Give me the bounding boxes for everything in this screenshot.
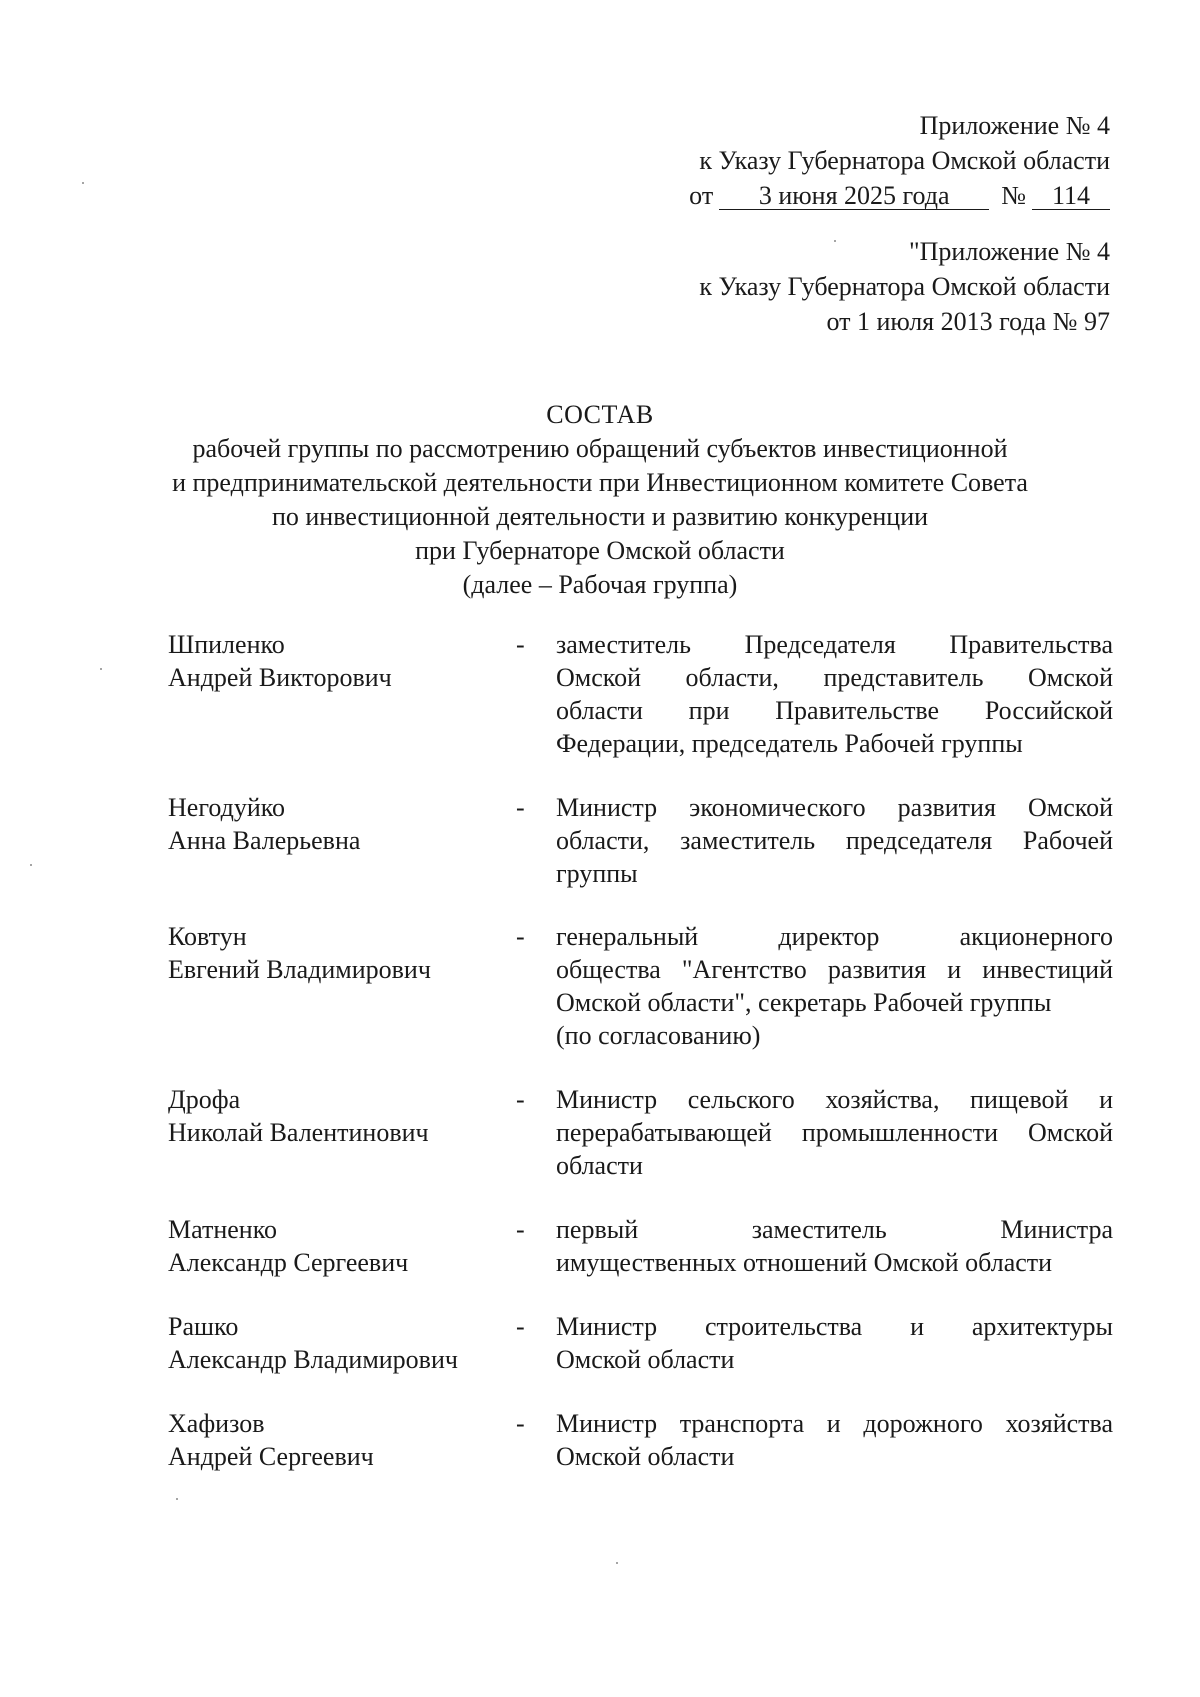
title-line: по инвестиционной деятельности и развитию конкуренции: [271, 502, 929, 531]
number-sign: №: [1001, 181, 1026, 210]
role-line: перерабатывающей промышленности Омской: [556, 1118, 1113, 1147]
member-role: [556, 1407, 1113, 1473]
member-given-name: Анна Валерьевна: [168, 826, 361, 855]
heading: СОСТАВ: [546, 400, 654, 429]
dash-separator: -: [516, 1085, 525, 1114]
member-surname: Ковтун: [168, 922, 247, 951]
dash-separator: -: [516, 1409, 525, 1438]
appendix-header: [590, 108, 1110, 213]
role-line: общества "Агентство развития и инвестиций: [556, 955, 1113, 984]
role-line: Омской области", секретарь Рабочей группы: [556, 988, 1052, 1017]
member-role: [556, 1083, 1113, 1182]
role-line: Министр экономического развития Омской: [556, 793, 1113, 822]
role-line: области: [556, 1151, 643, 1180]
member-surname: Шпиленко: [168, 630, 285, 659]
title-line: рабочей группы по рассмотрению обращений субъектов инвестиционной: [192, 434, 1008, 463]
dash-separator: -: [516, 793, 525, 822]
dash-separator: -: [516, 1215, 525, 1244]
member-name: [168, 628, 498, 694]
original-decree-date: от 1 июля 2013 года № 97: [826, 307, 1110, 336]
role-line: Федерации, председатель Рабочей группы: [556, 729, 1023, 758]
decree-number-field: 114: [1032, 183, 1110, 210]
scan-speck: [616, 1562, 618, 1564]
member-role: [556, 1213, 1113, 1279]
dash-separator: -: [516, 1312, 525, 1341]
role-line: группы: [556, 859, 638, 888]
role-line: Омской области, представитель Омской: [556, 663, 1113, 692]
member-given-name: Николай Валентинович: [168, 1118, 429, 1147]
member-given-name: Александр Сергеевич: [168, 1248, 409, 1277]
appendix-title: Приложение № 4: [919, 111, 1110, 140]
member-name: [168, 1213, 498, 1279]
appendix-decree-ref: к Указу Губернатора Омской области: [699, 146, 1110, 175]
role-line: генеральный директор акционерного: [556, 922, 1113, 951]
original-appendix-title: "Приложение № 4: [909, 237, 1110, 266]
role-line: (по согласованию): [556, 1021, 761, 1050]
role-line: имущественных отношений Омской области: [556, 1248, 1053, 1277]
member-role: [556, 1310, 1113, 1376]
role-line: Министр строительства и архитектуры: [556, 1312, 1113, 1341]
member-surname: Рашко: [168, 1312, 239, 1341]
member-name: [168, 1083, 498, 1149]
member-surname: Хафизов: [168, 1409, 265, 1438]
member-surname: Негодуйко: [168, 793, 286, 822]
title-line: и предпринимательской деятельности при Инвестиционном комитете Совета: [172, 468, 1028, 497]
member-name: [168, 791, 498, 857]
dash-separator: -: [516, 630, 525, 659]
member-name: [168, 1310, 498, 1376]
role-line: Министр сельского хозяйства, пищевой и: [556, 1085, 1113, 1114]
scan-speck: [176, 1498, 178, 1500]
role-line: первый заместитель Министра: [556, 1215, 1113, 1244]
decree-date-field: 3 июня 2025 года: [719, 183, 989, 210]
scan-speck: [30, 864, 32, 866]
role-line: Омской области: [556, 1442, 735, 1471]
member-given-name: Евгений Владимирович: [168, 955, 431, 984]
role-line: области, заместитель председателя Рабочей: [556, 826, 1113, 855]
role-line: Омской области: [556, 1345, 735, 1374]
member-name: [168, 1407, 498, 1473]
member-name: [168, 920, 498, 986]
member-given-name: Андрей Викторович: [168, 663, 392, 692]
role-line: заместитель Председателя Правительства: [556, 630, 1113, 659]
scan-speck: [82, 182, 84, 184]
appendix-decree-date-line: [590, 178, 1110, 213]
member-role: [556, 791, 1113, 890]
original-decree-ref: к Указу Губернатора Омской области: [699, 272, 1110, 301]
role-line: Министр транспорта и дорожного хозяйства: [556, 1409, 1113, 1438]
member-given-name: Андрей Сергеевич: [168, 1442, 374, 1471]
from-word: от: [689, 181, 714, 210]
title-line: при Губернаторе Омской области: [415, 536, 785, 565]
document-title: [0, 398, 1200, 602]
dash-separator: -: [516, 922, 525, 951]
scan-speck: [834, 240, 836, 242]
role-line: области при Правительстве Российской: [556, 696, 1113, 725]
member-surname: Матненко: [168, 1215, 278, 1244]
member-role: [556, 628, 1113, 760]
title-line: (далее – Рабочая группа): [462, 570, 738, 599]
member-given-name: Александр Владимирович: [168, 1345, 458, 1374]
scan-speck: [100, 668, 102, 670]
member-role: [556, 920, 1113, 1052]
original-appendix-header: [590, 234, 1110, 339]
member-surname: Дрофа: [168, 1085, 241, 1114]
